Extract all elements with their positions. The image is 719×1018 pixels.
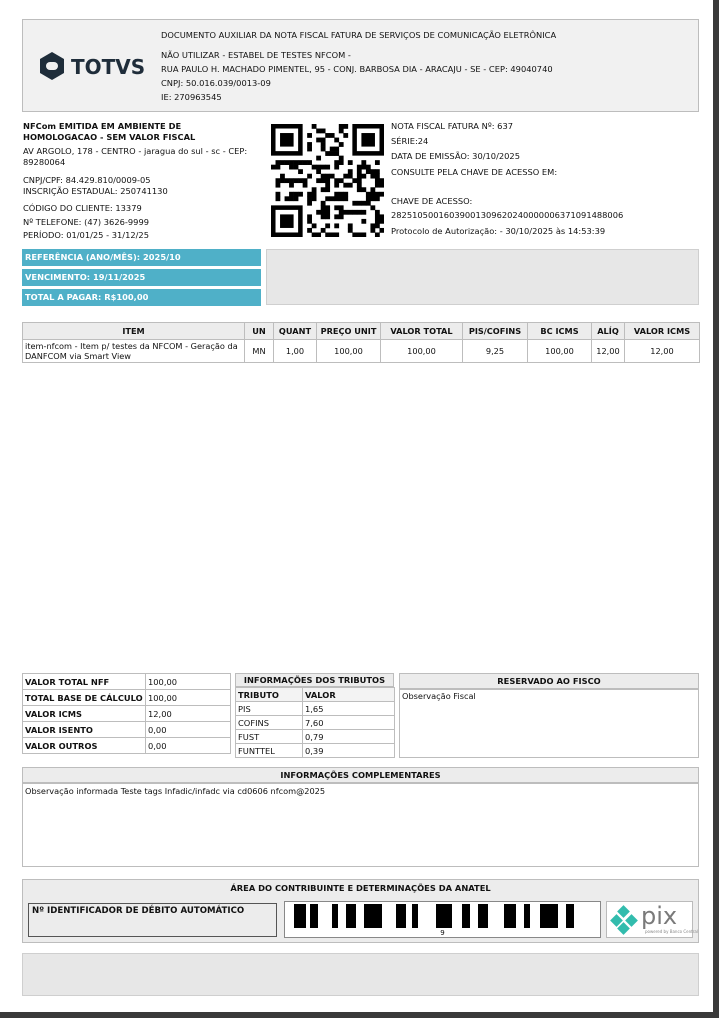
table-row [236, 744, 395, 758]
total-value: 100,00 [146, 690, 231, 706]
debito-automatico-box [28, 903, 277, 937]
issuer-ie: IE: 270963545 [161, 92, 222, 102]
total-value: 100,00 [146, 674, 231, 690]
col-tributo: TRIBUTO [236, 688, 303, 702]
logo-text: TOTVS [71, 55, 146, 79]
invoice-info [391, 121, 701, 237]
complementares-text: Observação informada Teste tags Infadic/infadc via cd0606 nfcom@2025 [25, 786, 326, 796]
totvs-logo [38, 50, 150, 82]
issuer-header [22, 19, 699, 112]
total-label: VALOR ICMS [23, 706, 146, 722]
total-label: VALOR ISENTO [23, 722, 146, 738]
invoice-consult: CONSULTE PELA CHAVE DE ACESSO EM: [391, 166, 558, 177]
client-info [23, 121, 263, 241]
tributo-value: 7,60 [303, 716, 395, 730]
item-quant: 1,00 [274, 340, 317, 363]
footer-panel [22, 953, 699, 996]
tributos-header-row [236, 688, 395, 702]
pix-icon [610, 905, 640, 935]
issuer-address: RUA PAULO H. MACHADO PIMENTEL, 95 - CONJ. BARBOSA DIA - ARACAJU - SE - CEP: 49040740 [161, 64, 553, 74]
item-un: MN [245, 340, 274, 363]
tributos-table [235, 687, 395, 758]
item-bc-icms: 100,00 [528, 340, 592, 363]
barcode-number: 9 [440, 929, 445, 937]
qr-code-icon [271, 124, 384, 237]
tributo-name: PIS [236, 702, 303, 716]
invoice-number: NOTA FISCAL FATURA Nº: 637 [391, 121, 513, 131]
col-bc-icms: BC ICMS [528, 323, 592, 340]
tributo-name: FUNTTEL [236, 744, 303, 758]
complementares-body [22, 783, 699, 867]
table-row [23, 738, 231, 754]
table-row [236, 702, 395, 716]
qr-code [271, 124, 384, 237]
reference-bar: REFERÊNCIA (ANO/MÊS): 2025/10 [22, 249, 261, 266]
anatel-title: ÁREA DO CONTRIBUINTE E DETERMINAÇÕES DA ANATEL [230, 883, 491, 893]
col-pis-cofins: PIS/COFINS [463, 323, 528, 340]
item-valor-total: 100,00 [381, 340, 463, 363]
pix-logo [606, 901, 698, 938]
client-ie: INSCRIÇÃO ESTADUAL: 250741130 [23, 185, 168, 196]
item-description: item-nfcom - Item p/ testes da NFCOM - Geração da DANFCOM via Smart View [23, 340, 245, 363]
total-value: 12,00 [146, 706, 231, 722]
authorization-protocol: Protocolo de Autorização: - 30/10/2025 às 14:53:39 [391, 226, 606, 236]
issuer-cnpj: CNPJ: 50.016.039/0013-09 [161, 78, 271, 88]
col-aliq: ALÍQ [592, 323, 625, 340]
debito-label: Nº IDENTIFICADOR DE DÉBITO AUTOMÁTICO [32, 906, 245, 916]
fisco-note: Observação Fiscal [402, 691, 476, 701]
tributo-name: COFINS [236, 716, 303, 730]
total-bar: TOTAL A PAGAR: R$100,00 [22, 289, 261, 306]
tributo-value: 1,65 [303, 702, 395, 716]
items-table [22, 322, 700, 363]
tributo-value: 0,39 [303, 744, 395, 758]
homolog-notice: NFCom EMITIDA EM AMBIENTE DE HOMOLOGACAO - SEM VALOR FISCAL [23, 121, 196, 142]
client-code: CÓDIGO DO CLIENTE: 13379 [23, 203, 142, 213]
total-value: 0,00 [146, 738, 231, 754]
fisco-title: RESERVADO AO FISCO [399, 673, 699, 689]
doc-title: DOCUMENTO AUXILIAR DA NOTA FISCAL FATURA DE SERVIÇOS DE COMUNICAÇÃO ELETRÔNICA [161, 30, 557, 40]
item-pis-cofins: 9,25 [463, 340, 528, 363]
total-label: VALOR TOTAL NFF [23, 674, 146, 690]
table-row [236, 716, 395, 730]
access-key-label: CHAVE DE ACESSO: [391, 196, 473, 206]
total-label: VALOR OUTROS [23, 738, 146, 754]
barcode-icon [286, 904, 601, 928]
items-header-row [23, 323, 700, 340]
item-aliq: 12,00 [592, 340, 625, 363]
tributos-title: INFORMAÇÕES DOS TRIBUTOS [235, 673, 394, 687]
col-valor: VALOR [303, 688, 395, 702]
col-un: UN [245, 323, 274, 340]
totals-table [22, 673, 231, 754]
client-period: PERÍODO: 01/01/25 - 31/12/25 [23, 230, 149, 240]
table-row [23, 722, 231, 738]
col-preco-unit: PREÇO UNIT [317, 323, 381, 340]
table-row [23, 706, 231, 722]
col-quant: QUANT [274, 323, 317, 340]
complementares-title: INFORMAÇÕES COMPLEMENTARES [22, 767, 699, 783]
col-item: ITEM [23, 323, 245, 340]
pix-subtext: powered by Banco Central [645, 929, 698, 934]
col-valor-icms: VALOR ICMS [625, 323, 700, 340]
invoice-series: SÉRIE:24 [391, 135, 429, 146]
client-address: AV ARGOLO, 178 - CENTRO - jaragua do sul - sc - CEP: 89280064 [23, 146, 248, 167]
totvs-logo-icon [38, 50, 150, 82]
tributo-name: FUST [236, 730, 303, 744]
invoice-emission: DATA DE EMISSÃO: 30/10/2025 [391, 151, 520, 161]
tributo-value: 0,79 [303, 730, 395, 744]
item-valor-icms: 12,00 [625, 340, 700, 363]
total-label: TOTAL BASE DE CÁLCULO [23, 690, 146, 706]
issuer-lines [161, 30, 691, 103]
client-phone: Nº TELEFONE: (47) 3626-9999 [23, 216, 150, 227]
table-row [23, 340, 700, 363]
item-preco-unit: 100,00 [317, 340, 381, 363]
barcode [284, 901, 601, 938]
col-valor-total: VALOR TOTAL [381, 323, 463, 340]
pix-text: pix [641, 902, 678, 930]
fisco-body [399, 689, 699, 758]
table-row [23, 690, 231, 706]
due-date-bar: VENCIMENTO: 19/11/2025 [22, 269, 261, 286]
total-value: 0,00 [146, 722, 231, 738]
issuer-name: NÃO UTILIZAR - ESTABEL DE TESTES NFCOM - [161, 50, 351, 60]
summary-gray-panel [266, 249, 699, 305]
client-cnpj: CNPJ/CPF: 84.429.810/0009-05 [23, 175, 151, 185]
table-row [236, 730, 395, 744]
access-key-value: 28251050016039001309620240000006371091488006 [391, 209, 624, 220]
table-row [23, 674, 231, 690]
